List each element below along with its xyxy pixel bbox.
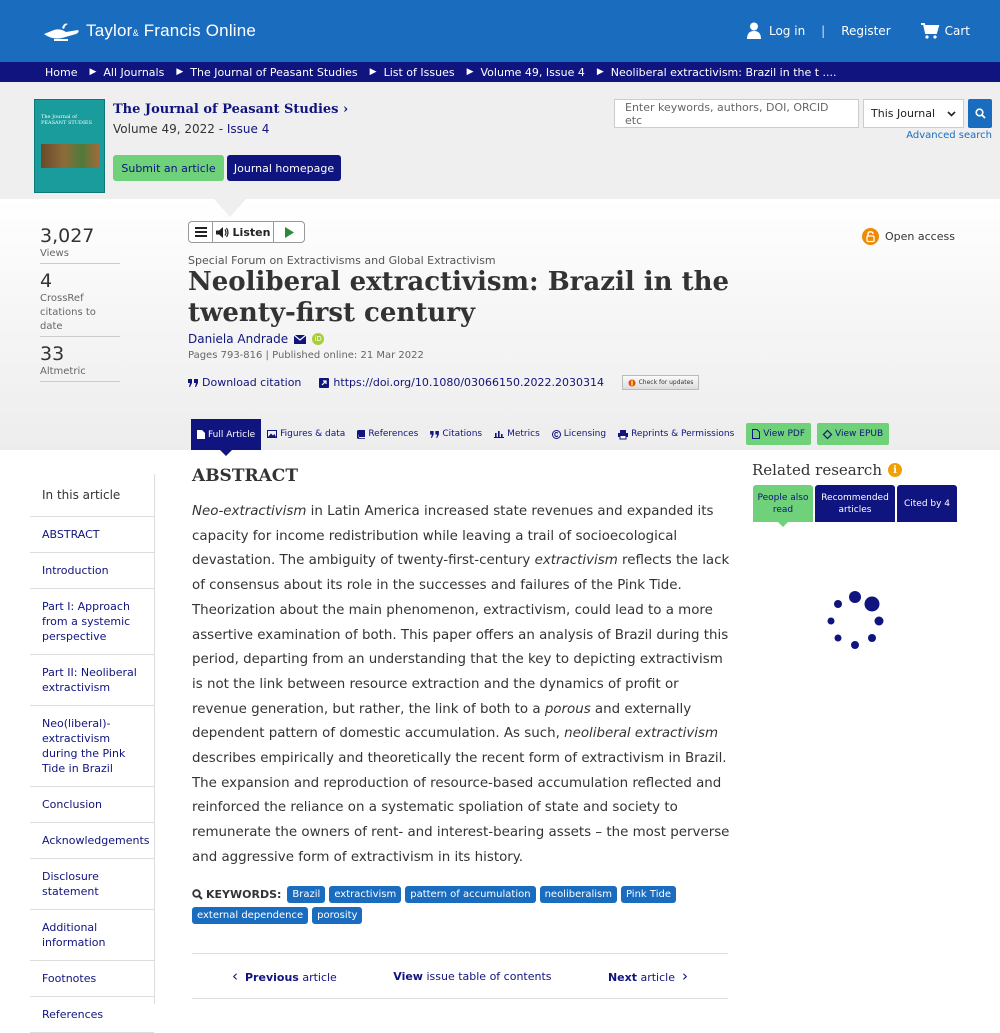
breadcrumb-arrow-icon: ▶ (369, 67, 377, 77)
open-access-label: Open access (885, 230, 955, 243)
keyword-chip[interactable]: external dependence (192, 907, 308, 924)
check-for-updates-button[interactable] (622, 375, 699, 390)
user-icon (747, 22, 761, 39)
listen-label: Listen (232, 225, 271, 239)
tab-citations[interactable] (424, 423, 488, 445)
search-button[interactable] (968, 99, 992, 128)
outline-heading: In this article (30, 474, 154, 517)
chevron-down-icon (947, 111, 956, 117)
abstract-text: Neo-extractivism in Latin America increased state revenues and expanded its capacity for income redistribution while leaving a trail of socioecological devastation. The ambiguity of twenty-first-century extractivism reflects the lack of consensus about its role in the successes and failures of the Pink Tide. Theorization about the main phenomenon, extractivism, could lead to a more assertive examination of both. This paper offers an analysis of Brazil during this period, departing from an understanding that the key to depicting extractivism is not the link between resource extraction and the dynamics of profit or revenue generation, but rather, the link of both to a porous and externally dependent pattern of domestic accumulation. As such, neoliberal extractivism describes empirically and theoretically the recent form of extractivism in Brazil. The expansion and reproduction of resource-based accumulation reflected and reinforced the reliance on a systematic spoliation of state and society to remunerate the owners of rent- and interest-bearing assets – the most perverse and aggressive form of extractivism in its history. (192, 504, 730, 865)
document-icon (197, 430, 205, 439)
breadcrumb-all-journals[interactable]: All Journals (103, 65, 165, 79)
epub-icon (823, 430, 832, 439)
tab-label: Citations (442, 429, 483, 439)
view-pdf-button[interactable] (746, 423, 811, 445)
check-for-updates-label: Check for updates (638, 379, 694, 386)
search-icon (975, 108, 986, 119)
quote-icon (188, 379, 198, 387)
pdf-icon (752, 429, 760, 439)
tab-people-also-read[interactable]: People also read (753, 485, 813, 522)
breadcrumb-arrow-icon: ▶ (89, 67, 97, 77)
printer-icon (618, 430, 628, 439)
journal-volume: Volume 49, 2022 - Issue 4 (113, 122, 270, 136)
advanced-search-link[interactable]: Advanced search (906, 130, 992, 141)
header-notch (214, 199, 246, 217)
abstract-heading: ABSTRACT (192, 466, 298, 486)
image-icon (267, 430, 277, 438)
metric-number: 33 (40, 343, 65, 365)
author-name[interactable]: Daniela Andrade (188, 332, 289, 346)
previous-article-link[interactable]: ‹ Previous article (232, 967, 337, 985)
download-citation-label: Download citation (202, 376, 302, 389)
article-outline (30, 474, 155, 1021)
breadcrumb-issue[interactable]: Volume 49, Issue 4 (480, 65, 585, 79)
outline-item-part-2[interactable]: Part II: Neoliberal extractivism (30, 655, 154, 706)
publication-info: Pages 793-816 | Published online: 21 Mar 2022 (188, 350, 424, 361)
header-separator: | (821, 23, 826, 38)
site-logo[interactable] (42, 20, 256, 42)
metric-number: 4 (40, 270, 53, 292)
external-link-icon (319, 378, 329, 388)
outline-item-part-1[interactable]: Part I: Approach from a systemic perspective (30, 589, 154, 655)
outline-item-footnotes[interactable]: Footnotes (30, 961, 154, 997)
loading-spinner-icon (822, 588, 888, 654)
journal-cover[interactable] (34, 99, 105, 193)
outline-item-references[interactable]: References (30, 997, 154, 1033)
play-button[interactable] (274, 227, 304, 238)
play-icon (285, 227, 294, 238)
orcid-icon[interactable]: iD (312, 333, 324, 345)
tab-reprints[interactable] (612, 423, 740, 445)
outline-item-pink-tide[interactable]: Neo(liberal)-extractivism during the Pink Tide in Brazil (30, 706, 154, 787)
cover-photo (41, 144, 99, 168)
breadcrumb-current: Neoliberal extractivism: Brazil in the t .... (610, 65, 837, 79)
keyword-chip[interactable]: extractivism (329, 886, 401, 903)
tab-references[interactable] (351, 423, 424, 445)
tab-licensing[interactable] (546, 423, 612, 445)
tab-full-article[interactable] (191, 419, 261, 450)
search-input[interactable]: Enter keywords, authors, DOI, ORCID etc (614, 99, 859, 128)
hamburger-icon (195, 227, 207, 237)
submit-article-button[interactable]: Submit an article (113, 155, 224, 181)
metric-label: CrossRef citations to date (40, 293, 96, 332)
book-icon (357, 430, 365, 439)
search-icon (192, 889, 203, 900)
keywords-label: KEYWORDS: (192, 888, 281, 901)
quote-icon (430, 431, 439, 438)
related-tabs (753, 485, 957, 522)
metric-label: Views (40, 248, 69, 259)
outline-item-abstract[interactable]: ABSTRACT (30, 517, 154, 553)
tab-label: View EPUB (835, 429, 884, 439)
keywords (192, 886, 732, 924)
login-link[interactable] (747, 22, 805, 39)
lamp-logo-icon (42, 20, 82, 42)
author (188, 332, 324, 346)
chevron-right-icon: › (681, 967, 688, 985)
tab-cited-by[interactable]: Cited by 4 (897, 485, 957, 522)
tab-recommended-articles[interactable]: Recommended articles (815, 485, 895, 522)
bar-chart-icon (494, 430, 504, 438)
keyword-chip[interactable]: pattern of accumulation (405, 886, 535, 903)
breadcrumb-arrow-icon: ▶ (466, 67, 474, 77)
open-access-badge (862, 228, 955, 245)
tab-label: Figures & data (280, 429, 346, 439)
register-link[interactable]: Register (841, 23, 891, 38)
next-article-link[interactable]: Next article › (607, 967, 688, 985)
cart-label: Cart (944, 23, 970, 38)
citation-row (188, 375, 699, 390)
article-metrics (40, 225, 120, 388)
cover-title: The Journal of PEASANT STUDIES (41, 114, 92, 126)
site-logo-text: Taylor& Francis Online (86, 21, 257, 40)
tab-label: Full Article (208, 429, 256, 440)
keyword-chip[interactable]: Pink Tide (621, 886, 676, 903)
doi-link[interactable] (319, 376, 604, 389)
breadcrumb-journal[interactable]: The Journal of Peasant Studies (190, 65, 358, 79)
copyright-icon (552, 430, 561, 439)
login-label: Log in (768, 23, 806, 38)
article-title: Neoliberal extractivism: Brazil in the twenty-first century (188, 267, 730, 328)
tab-label: Reprints & Permissions (631, 429, 735, 439)
breadcrumb-arrow-icon: ▶ (596, 67, 604, 77)
keyword-chip[interactable]: porosity (312, 907, 362, 924)
tab-figures[interactable] (261, 423, 351, 445)
article-section[interactable]: Special Forum on Extractivisms and Global Extractivism (188, 254, 496, 267)
metric-label: Altmetric (40, 366, 86, 377)
journal-title[interactable]: The Journal of Peasant Studies › (113, 102, 349, 117)
cart-icon (921, 23, 939, 39)
listen-button[interactable] (213, 222, 274, 242)
issue-link[interactable]: Issue 4 (226, 122, 270, 136)
metric-number: 3,027 (40, 225, 95, 247)
tab-label: View PDF (763, 429, 806, 439)
breadcrumb-issues[interactable]: List of Issues (383, 65, 455, 79)
search-scope-select[interactable] (863, 99, 964, 128)
outline-item-introduction[interactable]: Introduction (30, 553, 154, 589)
download-citation-link[interactable] (188, 376, 301, 389)
tab-metrics[interactable] (488, 423, 546, 445)
tab-label: Metrics (507, 429, 540, 439)
doi-label: https://doi.org/10.1080/03066150.2022.2030314 (333, 376, 605, 389)
open-lock-icon (862, 228, 879, 245)
view-epub-button[interactable] (817, 423, 889, 445)
chevron-left-icon: ‹ (232, 967, 238, 985)
outline-item-conclusion[interactable]: Conclusion (30, 787, 154, 823)
crossmark-icon (628, 379, 636, 387)
outline-item-acknowledgements[interactable]: Acknowledgements (30, 823, 154, 859)
keyword-chip[interactable]: neoliberalism (540, 886, 617, 903)
tab-label: References (368, 429, 419, 439)
site-header (0, 0, 1000, 62)
breadcrumb-arrow-icon: ▶ (176, 67, 184, 77)
journal-homepage-button[interactable]: Journal homepage (227, 155, 341, 181)
metric-views[interactable] (40, 225, 120, 264)
cart-link[interactable] (921, 23, 970, 39)
search-scope-value: This Journal (871, 107, 936, 120)
breadcrumb-home[interactable]: Home (45, 65, 78, 79)
related-research-heading: Related research i (752, 461, 902, 479)
article-pager (192, 953, 728, 999)
envelope-icon[interactable] (294, 335, 306, 344)
info-icon[interactable]: i (888, 463, 902, 477)
listen-menu-button[interactable] (189, 222, 213, 242)
outline-item-disclosure[interactable]: Disclosure statement (30, 859, 154, 910)
tab-label: Licensing (563, 429, 607, 439)
speaker-icon (216, 227, 229, 238)
metric-citations[interactable] (40, 270, 120, 337)
journal-header (0, 82, 1000, 199)
issue-toc-link[interactable]: View issue table of contents (393, 969, 552, 983)
article-tabs (191, 418, 889, 450)
outline-item-additional-info[interactable]: Additional information (30, 910, 154, 961)
listen-player (188, 221, 305, 243)
breadcrumb (0, 62, 1000, 82)
metric-altmetric[interactable] (40, 343, 120, 382)
keyword-chip[interactable]: Brazil (287, 886, 325, 903)
